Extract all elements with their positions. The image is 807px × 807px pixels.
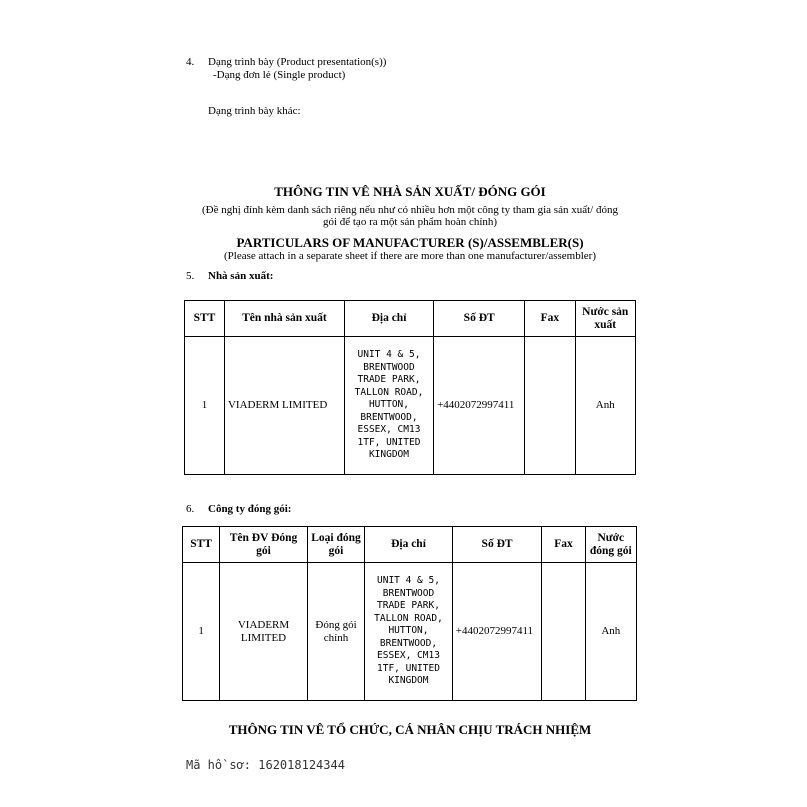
cell-phone: +4402072997411 — [452, 563, 542, 701]
cell-fax — [542, 563, 585, 701]
other-presentation-line: Dạng trình bày khác: — [208, 105, 301, 117]
section-6-title: Công ty đóng gói: — [208, 503, 292, 515]
section-4-title: Dạng trình bày (Product presentation(s)) — [208, 56, 387, 68]
col-header-stt: STT — [185, 301, 225, 337]
section-5-number: 5. — [186, 270, 195, 282]
col-header-name: Tên nhà sản xuất — [224, 301, 344, 337]
manufacturer-table — [184, 300, 636, 475]
responsible-title: THÔNG TIN VÊ TỔ CHỨC, CÁ NHÂN CHỊU TRÁCH NHIỆM — [228, 722, 592, 737]
manufacturer-note-vi-1: (Đề nghị đính kèm danh sách riêng nếu như có nhiều hơn một công ty tham gia sản xuất/ đóng — [202, 204, 618, 216]
col-header-type: Loại đóng gói — [307, 527, 364, 563]
cell-stt: 1 — [185, 337, 225, 475]
table-row — [185, 337, 636, 475]
cell-phone: +4402072997411 — [434, 337, 525, 475]
col-header-stt: STT — [183, 527, 220, 563]
packager-table — [182, 526, 637, 701]
cell-name: VIADERM LIMITED — [220, 563, 308, 701]
cell-address: UNIT 4 & 5, BRENTWOOD TRADE PARK, TALLON ROAD, HUTTON, BRENTWOOD, ESSEX, CM13 1TF, UNITED KINGDOM — [344, 337, 433, 475]
cell-stt: 1 — [183, 563, 220, 701]
col-header-country: Nước đóng gói — [585, 527, 636, 563]
cell-address: UNIT 4 & 5, BRENTWOOD TRADE PARK, TALLON ROAD, HUTTON, BRENTWOOD, ESSEX, CM13 1TF, UNITED KINGDOM — [365, 563, 453, 701]
col-header-phone: Số ĐT — [452, 527, 542, 563]
col-header-phone: Số ĐT — [434, 301, 525, 337]
col-header-name: Tên ĐV Đóng gói — [220, 527, 308, 563]
single-product-line: -Dạng đơn lẻ (Single product) — [213, 69, 346, 81]
section-6-number: 6. — [186, 503, 195, 515]
table-row — [183, 563, 637, 701]
col-header-fax: Fax — [525, 301, 575, 337]
manufacturer-title-vi: THÔNG TIN VÊ NHÀ SẢN XUẤT/ ĐÓNG GÓI — [274, 184, 546, 199]
col-header-country: Nước sản xuất — [575, 301, 636, 337]
dossier-code: Mã hồ sơ: 162018124344 — [186, 758, 345, 772]
cell-fax — [525, 337, 575, 475]
cell-name: VIADERM LIMITED — [224, 337, 344, 475]
col-header-address: Địa chỉ — [344, 301, 433, 337]
manufacturer-title-en: PARTICULARS OF MANUFACTURER (S)/ASSEMBLER(S) — [236, 235, 584, 250]
col-header-fax: Fax — [542, 527, 585, 563]
cell-country: Anh — [575, 337, 636, 475]
col-header-address: Địa chỉ — [365, 527, 453, 563]
cell-type: Đóng gói chính — [307, 563, 364, 701]
section-5-title: Nhà sản xuất: — [208, 270, 274, 282]
manufacturer-note-vi-2: gói để tạo ra một sản phẩm hoàn chỉnh) — [322, 216, 498, 228]
cell-country: Anh — [585, 563, 636, 701]
manufacturer-note-en: (Please attach in a separate sheet if there are more than one manufacturer/assembler) — [224, 250, 596, 262]
section-4-number: 4. — [186, 56, 195, 68]
